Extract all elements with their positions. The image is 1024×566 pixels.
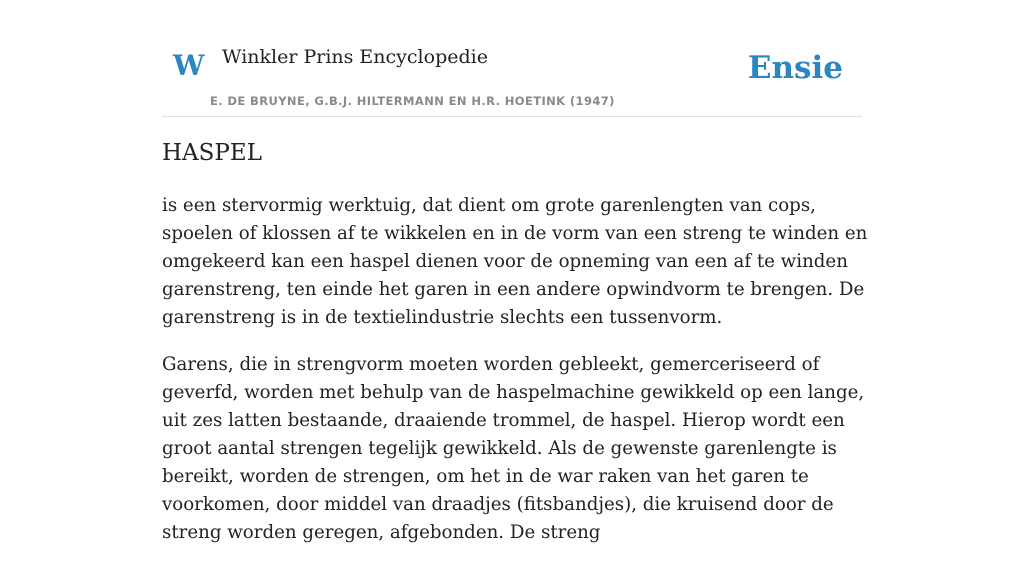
publication-authors: E. DE BRUYNE, G.B.J. HILTERMANN EN H.R. HOETINK (1947)	[210, 94, 615, 108]
site-header	[162, 0, 862, 117]
ensie-brand-logo[interactable]: Ensie	[747, 50, 843, 86]
winkler-prins-logo[interactable]: W	[173, 49, 205, 82]
article-title: HASPEL	[162, 140, 262, 166]
article-paragraph: is een stervormig werktuig, dat dient om grote garenlengten van cops, spoelen of klossen af te wikkelen en in de vorm van een streng te winden en omgekeerd kan een haspel dienen voor de opneming van een af te winden garenstreng, ten einde het garen in een andere opwindvorm te brengen. De garenstreng is in de textielindustrie slechts een tussenvorm.	[162, 195, 868, 328]
article-paragraph: Garens, die in strengvorm moeten worden gebleekt, gemerceriseerd of geverfd, worden met behulp van de haspelmachine gewikkeld op een lange, uit zes latten bestaande, draaiende trommel, de haspel. Hierop wordt een groot aantal strengen tegelijk gewikkeld. Als de gewenste garenlengte is bereikt, worden de strengen, om het in de war raken van het garen te voorkomen, door middel van draadjes (fitsbandjes), die kruisend door de streng worden geregen, afgebonden. De streng	[162, 354, 865, 543]
publication-title[interactable]: Winkler Prins Encyclopedie	[222, 46, 488, 68]
article-body	[162, 192, 872, 566]
